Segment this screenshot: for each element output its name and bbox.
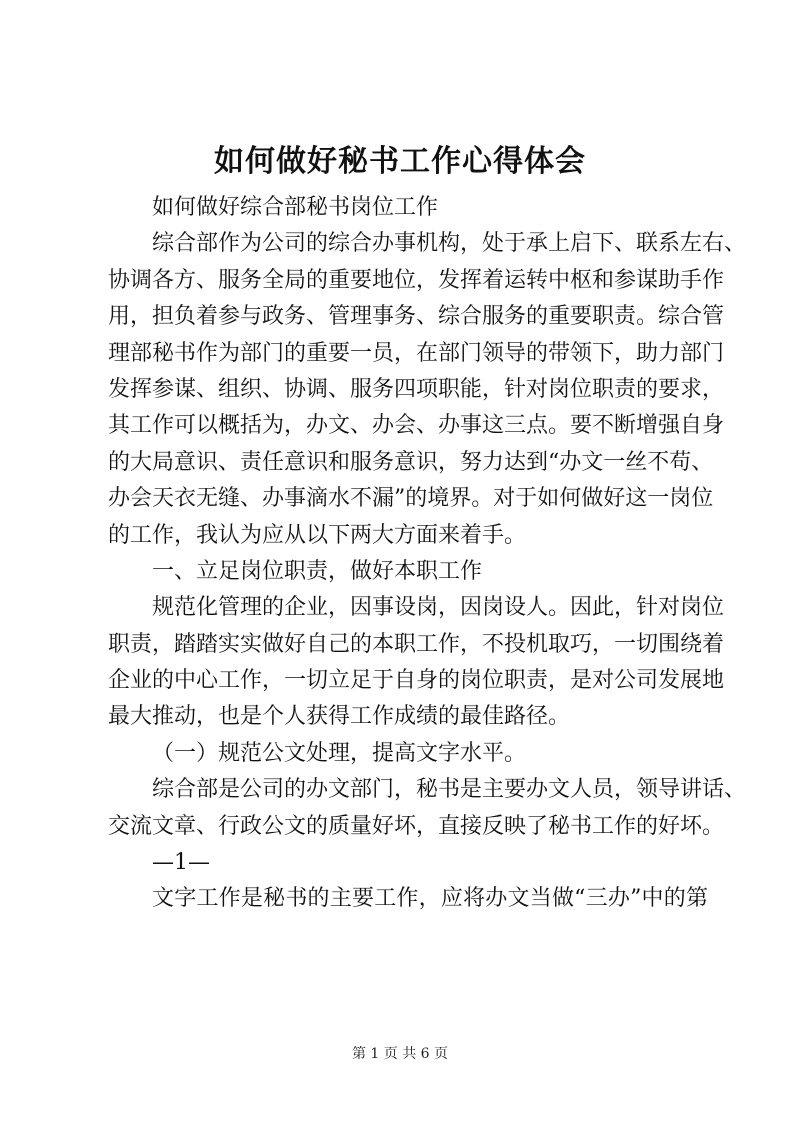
section-heading: 一、立足岗位职责，做好本职工作 — [152, 558, 483, 584]
document-body — [108, 190, 747, 918]
body-line: 最大推动，也是个人获得工作成绩的最佳路径。 — [108, 704, 571, 730]
body-line: 综合部是公司的办文部门，秘书是主要办文人员，领导讲话、 — [152, 777, 747, 803]
body-line: 的大局意识、责任意识和服务意识，努力达到“办文一丝不苟、 — [108, 449, 714, 475]
body-line: 交流文章、行政公文的质量好坏，直接反映了秘书工作的好坏。 — [108, 813, 725, 839]
document-title: 如何做好秘书工作心得体会 — [214, 144, 586, 179]
body-line: 文字工作是秘书的主要工作，应将办文当做“三办”中的第 — [152, 886, 708, 912]
body-line: 理部秘书作为部门的重要一员，在部门领导的带领下，助力部门 — [108, 340, 725, 366]
body-line: 的工作，我认为应从以下两大方面来着手。 — [108, 522, 527, 548]
page-footer: 第 1 页 共 6 页 — [351, 1046, 449, 1062]
body-line: 职责，踏踏实实做好自己的本职工作，不投机取巧，一切围绕着 — [108, 631, 725, 657]
inline-page-number: —1— — [152, 850, 210, 876]
body-line: 办会天衣无缝、办事滴水不漏”的境界。对于如何做好这一岗位 — [108, 486, 714, 512]
body-line: 规范化管理的企业，因事设岗，因岗设人。因此，针对岗位 — [152, 595, 725, 621]
body-line: 如何做好综合部秘书岗位工作 — [152, 195, 439, 220]
body-line: 其工作可以概括为，办文、办会、办事这三点。要不断增强自身 — [108, 413, 725, 439]
body-line: 综合部作为公司的综合办事机构，处于承上启下、联系左右、 — [152, 231, 747, 257]
body-line: 发挥参谋、组织、协调、服务四项职能，针对岗位职责的要求， — [108, 376, 725, 402]
body-line: 企业的中心工作，一切立足于自身的岗位职责，是对公司发展地 — [108, 668, 725, 694]
body-line: 用，担负着参与政务、管理事务、综合服务的重要职责。综合管 — [108, 304, 725, 330]
subsection-heading: （一）规范公文处理，提高文字水平。 — [152, 740, 527, 766]
body-line: 协调各方、服务全局的重要地位，发挥着运转中枢和参谋助手作 — [108, 267, 725, 293]
